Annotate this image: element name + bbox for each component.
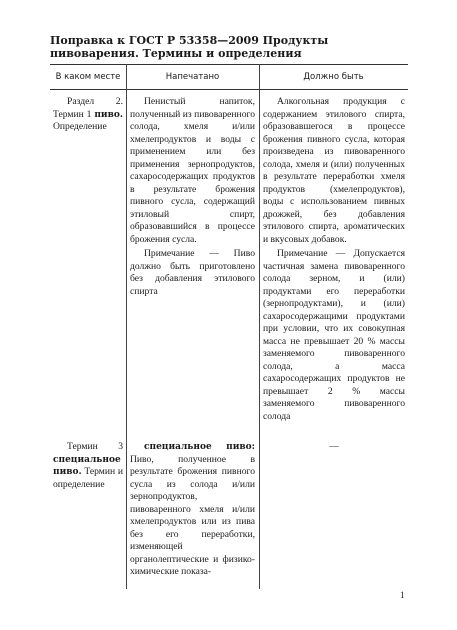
row1-location-suffix: Определение xyxy=(53,121,107,132)
row1-printed-main: Пенистый напиток, полученный из пивоваренного солода, хмеля и/или хмелепродуктов и воды с применением или без применения зернопродуктов, сахаросодержащих продуктов в результате брожения пивного сусла, содержащий этиловый спирт, образовавшийся в процессе брожения сусла. xyxy=(130,96,255,245)
row2-printed-main: Пиво, полученное в результате брожения пивного сусла из солода и/или зернопродуктов, пивоваренного хмеля и/или хмелепродуктов или из пива без его переработки, изменяющей органолептические и физико-химические показа- xyxy=(130,453,255,577)
document-title: Поправка к ГОСТ Р 53358—2009 Продукты пивоварения. Термины и определения xyxy=(50,34,329,60)
row1-printed-note: Примечание — Пиво должно быть приготовлено без добавления этилового спирта xyxy=(130,248,255,297)
row2-printed-term: специальное пиво: xyxy=(144,442,255,452)
page-number: 1 xyxy=(400,590,405,600)
row1-should-note: Примечание — Допускается частичная замена пивоваренного солода зерном, и (или) продуктами его переработки (зернопродуктами), и (или) сахаросодержащими продуктами при условии, что их совокупная масса не превышает 20 % массы заменяемого пивоваренного солода, а масса сахаросодержащих продуктов не превышает 2 % массы заменяемого пивоваренного солода xyxy=(263,248,405,422)
header-should-be: Должно быть xyxy=(303,72,364,82)
row2-location xyxy=(53,441,123,491)
row1-should-be xyxy=(263,96,405,423)
row2-printed xyxy=(130,441,255,579)
row1-location-prefix: Раздел 2. Термин 1 xyxy=(53,96,123,120)
row1-location-term: пиво. xyxy=(94,109,123,120)
row1-printed xyxy=(130,96,255,298)
header-location: В каком месте xyxy=(55,72,121,82)
table-header-rule xyxy=(50,89,408,90)
row2-should-be xyxy=(263,441,405,454)
header-printed: Напечатано xyxy=(165,72,220,82)
row2-location-prefix: Термин 3 xyxy=(67,441,123,452)
row2-location-suffix: Термин и определение xyxy=(53,466,123,490)
column-divider-2 xyxy=(259,64,260,589)
column-divider-1 xyxy=(126,64,127,589)
row1-location xyxy=(53,96,123,134)
row1-should-main: Алкогольная продукция с содержанием этилового спирта, образовавшегося в процессе брожения пивного сусла, которая произведена из пивоваренного солода, хмеля и (или) полученных в результате переработки хмеля продуктов (хмелепродуктов), воды с использованием пивных дрожжей, без добавления этилового спирта, ароматических и вкусовых добавок. xyxy=(263,96,405,245)
row2-location-term: специальное пиво. xyxy=(53,454,121,477)
table-top-rule xyxy=(50,64,408,65)
row2-should-main: — xyxy=(329,441,339,452)
